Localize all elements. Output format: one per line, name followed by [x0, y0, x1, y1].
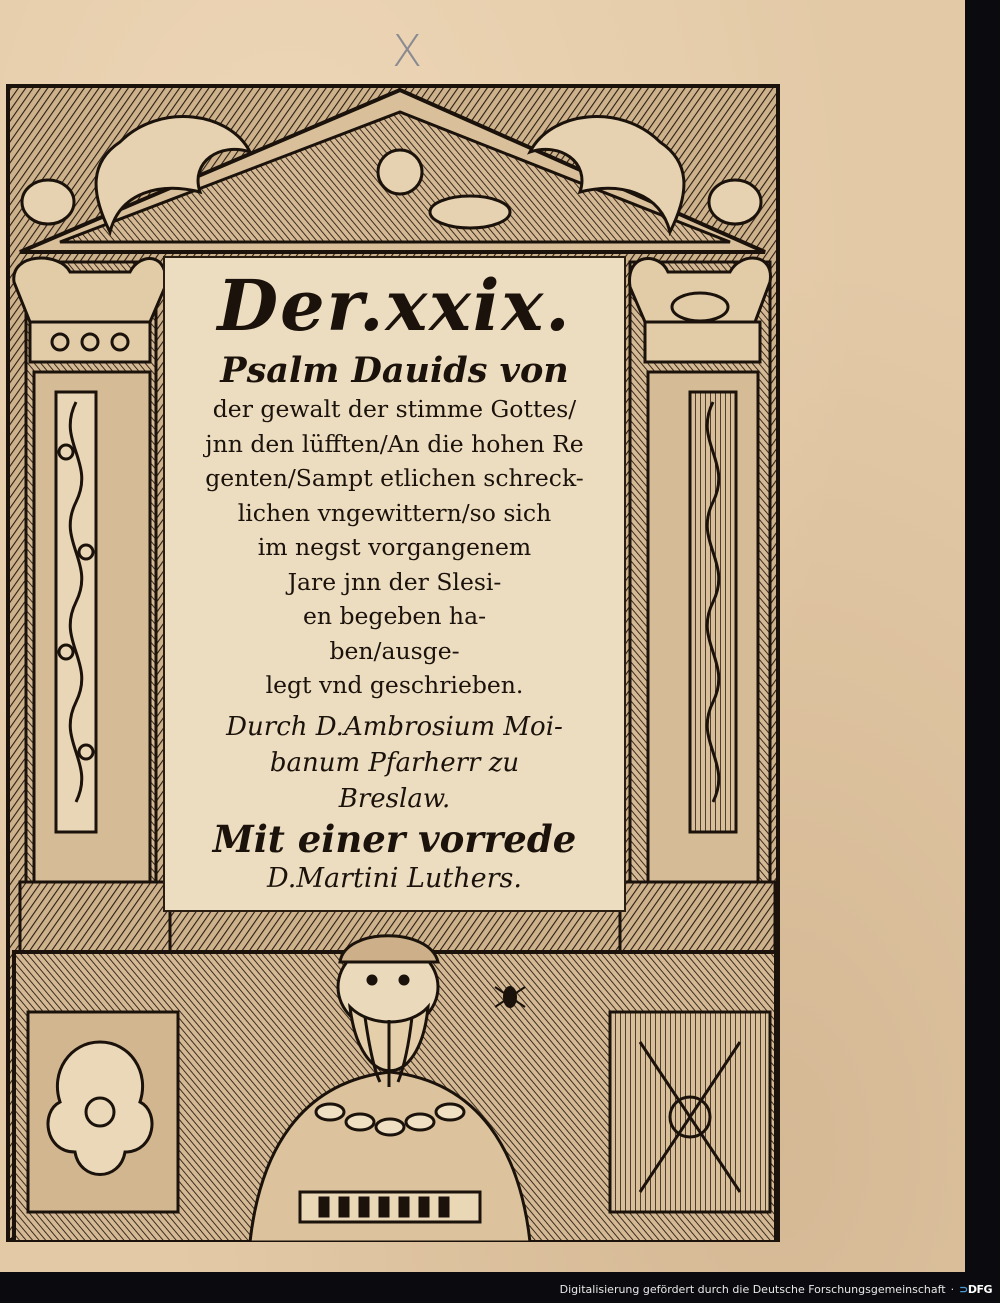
title-body-line: Jare jnn der Slesi- — [287, 567, 502, 596]
title-line-2: Psalm Dauids von — [220, 350, 569, 391]
luther-line: D.Martini Luthers. — [267, 862, 522, 894]
author-line: banum Pfarherr zu — [269, 747, 520, 778]
title-body-line: im negst vorgangenem — [257, 533, 532, 561]
author-line: Durch D.Ambrosium Moi- — [226, 711, 563, 742]
title-body-line: jnn den lüfften/An die hohen Re — [205, 429, 584, 458]
title-body-line: genten/Sampt etlichen schreck- — [205, 464, 584, 492]
credit-text: Digitalisierung gefördert durch die Deutsche Forschungsgemeinschaft — [559, 1282, 946, 1296]
title-body-line: lichen vngewittern/so sich — [237, 498, 552, 527]
dfg-logo-icon: ⊃DFG — [959, 1282, 992, 1296]
title-line-1: Der.xxix. — [217, 264, 572, 347]
footer-credit — [559, 1278, 1000, 1300]
title-panel — [163, 256, 626, 912]
title-body-line: en begeben ha- — [302, 602, 487, 630]
vorrede-line: Mit einer vorrede — [212, 816, 577, 861]
title-body-line: legt vnd geschrieben. — [265, 671, 524, 699]
credit-separator: · — [950, 1282, 955, 1296]
title-body-line: ben/ausge- — [329, 636, 460, 665]
pencil-mark: X — [392, 26, 423, 77]
author-line: Breslaw. — [338, 783, 451, 814]
dfg-logo-text: DFG — [967, 1282, 992, 1296]
title-body-line: der gewalt der stimme Gottes/ — [212, 395, 577, 423]
